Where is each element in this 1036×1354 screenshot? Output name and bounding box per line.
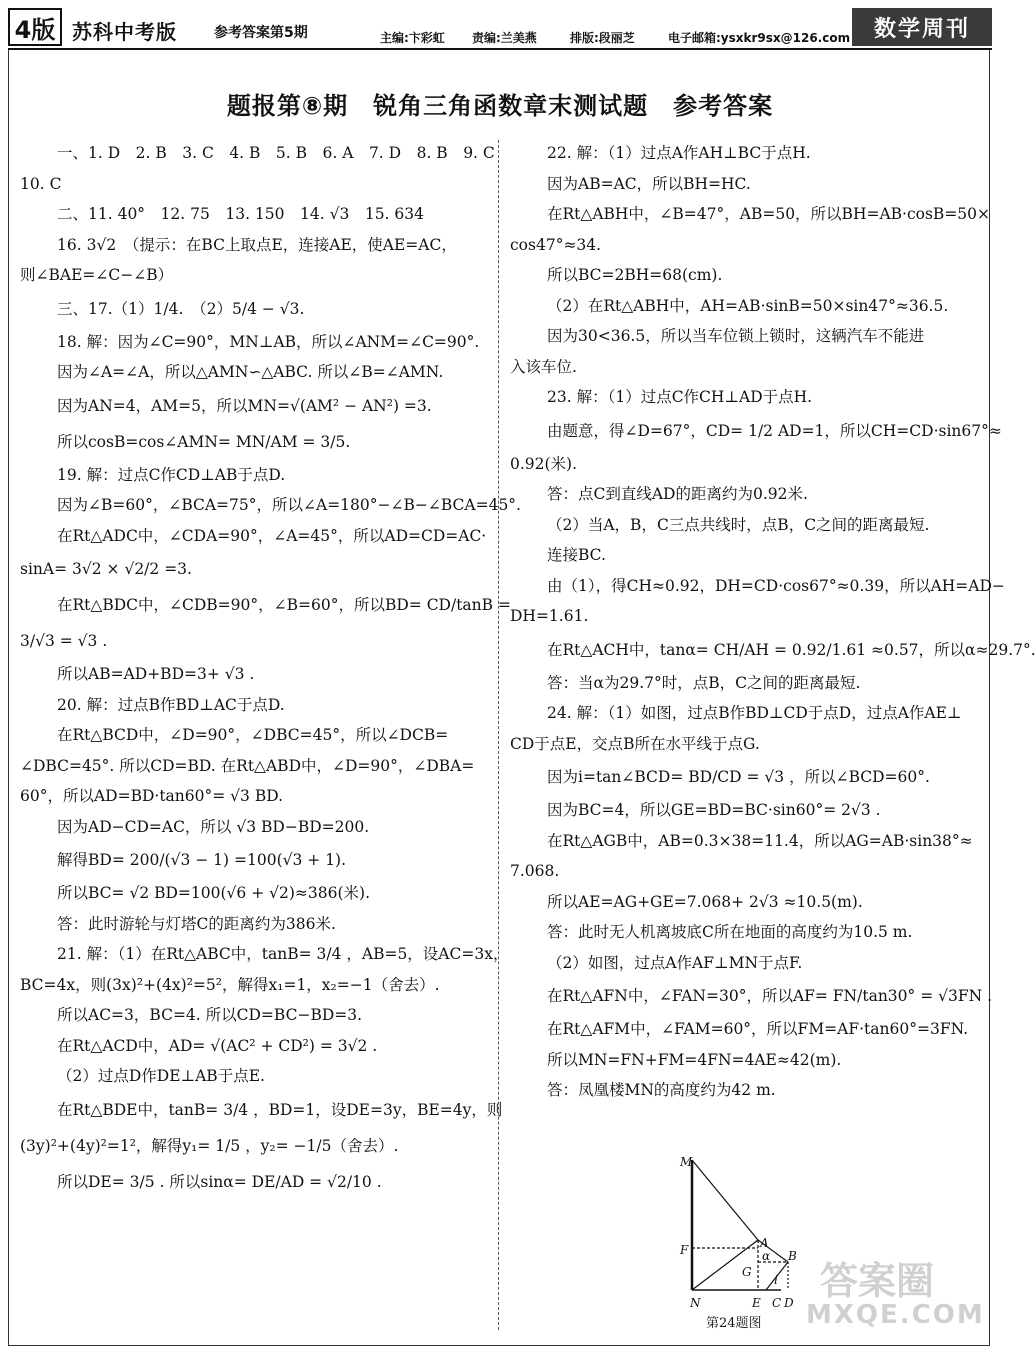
text-line: 二、11. 40° 12. 75 13. 150 14. √3 15. 634	[57, 205, 424, 223]
label-c: C	[772, 1296, 782, 1310]
label-b: B	[788, 1249, 797, 1263]
text-line: 所以AC=3，BC=4. 所以CD=BC−BD=3.	[57, 1006, 363, 1024]
figure-caption: 第24题图	[706, 1316, 762, 1331]
text-line: 答：当α为29.7°时，点B，C之间的距离最短.	[547, 673, 861, 692]
text-line: 在Rt△AFM中，∠FAM=60°，所以FM=AF·tan60°=3FN.	[547, 1020, 969, 1038]
text-line: 18. 解：因为∠C=90°，MN⊥AB，所以∠ANM=∠C=90°.	[57, 332, 480, 351]
watermark	[800, 1250, 990, 1340]
text-line: 所以BC=2BH=68(cm).	[547, 266, 723, 284]
label-f: F	[680, 1243, 689, 1257]
label-g: G	[742, 1265, 752, 1279]
label-e: E	[752, 1296, 761, 1310]
text-line: 所以DE= 3/5 . 所以sinα= DE/AD = √2/10 .	[57, 1172, 382, 1191]
text-line: 0.92(米).	[510, 454, 578, 473]
text-line: 因为AD−CD=AC，所以 √3 BD−BD=200.	[57, 817, 370, 836]
line-ma	[692, 1160, 758, 1240]
geometry-figure	[676, 1150, 806, 1336]
label-i: i	[774, 1273, 778, 1287]
text-line: 23. 解：（1）过点C作CH⊥AD于点H.	[547, 388, 813, 406]
text-line: 因为30<36.5，所以当车位锁上锁时，这辆汽车不能进	[547, 327, 925, 345]
label-m: M	[680, 1155, 693, 1169]
watermark-logo: 答案圈	[820, 1259, 935, 1303]
issue-label: 参考答案第5期	[214, 25, 308, 41]
edition-badge: 4版	[8, 8, 62, 46]
text-line: (3y)²+(4y)²=1²，解得y₁= 1/5 ，y₂= −1/5（舍去）.	[20, 1136, 399, 1155]
text-line: 在Rt△BDC中，∠CDB=90°，∠B=60°，所以BD= CD/tanB =	[57, 596, 511, 614]
text-line: 19. 解：过点C作CD⊥AB于点D.	[57, 465, 286, 484]
text-line: 因为∠B=60°，∠BCA=75°，所以∠A=180°−∠B−∠BCA=45°.	[57, 496, 521, 514]
text-line: BC=4x，则(3x)²+(4x)²=5²，解得x₁=1，x₂=−1（舍去）.	[20, 975, 440, 994]
text-line: 在Rt△BDE中，tanB= 3/4 ，BD=1，设DE=3y，BE=4y，则	[57, 1100, 503, 1119]
text-line: 在Rt△AGB中，AB=0.3×38=11.4，所以AG=AB·sin38°≈	[547, 831, 973, 850]
text-line: sinA= 3√2 × √2/2 =3.	[20, 560, 192, 578]
text-line: 因为AB=AC，所以BH=HC.	[547, 174, 751, 193]
email-credit: 电子邮箱:ysxkr9sx@126.com	[668, 31, 851, 45]
text-line: 由题意，得∠D=67°，CD= 1/2 AD=1，所以CH=CD·sin67°≈	[547, 421, 1002, 440]
text-line: 21. 解：（1）在Rt△ABC中，tanB= 3/4 ，AB=5，设AC=3x，	[57, 945, 509, 963]
label-a: A	[760, 1236, 769, 1250]
text-line: 在Rt△ACD中，AD= √(AC² + CD²) = 3√2 .	[57, 1036, 378, 1055]
text-line: DH=1.61.	[510, 607, 589, 625]
text-line: 在Rt△ADC中，∠CDA=90°，∠A=45°，所以AD=CD=AC·	[57, 526, 487, 545]
text-line: 24. 解：（1）如图，过点B作BD⊥CD于点D，过点A作AE⊥	[547, 704, 962, 722]
text-line: 因为∠A=∠A，所以△AMN∽△ABC. 所以∠B=∠AMN.	[57, 363, 444, 381]
text-line: 在Rt△BCD中，∠D=90°，∠DBC=45°，所以∠DCB=	[57, 726, 449, 744]
text-line: 22. 解：（1）过点A作AH⊥BC于点H.	[547, 144, 811, 162]
layout-editor-credit: 排版:段丽芝	[570, 31, 635, 45]
text-line: 连接BC.	[547, 546, 606, 564]
page-title: 题报第⑧期 锐角三角函数章末测试题 参考答案	[226, 92, 774, 120]
watermark-url: MXQE.COM	[806, 1300, 985, 1330]
text-line: 因为i=tan∠BCD= BD/CD = √3 ，所以∠BCD=60°.	[547, 768, 930, 786]
text-line: 3/√3 = √3 .	[20, 632, 108, 650]
text-line: 入该车位.	[510, 357, 577, 376]
text-line: 所以BC= √2 BD=100(√6 + √2)≈386(米).	[57, 884, 371, 902]
label-n: N	[690, 1296, 701, 1310]
text-line: cos47°≈34.	[510, 235, 602, 254]
text-line: 在Rt△ABH中，∠B=47°，AB=50，所以BH=AB·cosB=50×	[547, 205, 991, 223]
text-line: 所以cosB=cos∠AMN= MN/AM = 3/5.	[57, 432, 351, 451]
text-line: 解得BD= 200/(√3 − 1) =100(√3 + 1).	[57, 851, 347, 869]
text-line: 三、17.（1）1/4. （2）5/4 − √3.	[57, 299, 305, 318]
text-line: 答：点C到直线AD的距离约为0.92米.	[547, 485, 808, 503]
text-line: （2）当A，B，C三点共线时，点B，C之间的距离最短.	[547, 515, 930, 534]
newspaper-name: 苏科中考版	[72, 20, 177, 44]
text-line: 则∠BAE=∠C−∠B）	[20, 266, 174, 284]
text-line: 在Rt△ACH中，tanα= CH/AH = 0.92/1.61 ≈0.57，所以α≈29.7°.	[547, 640, 1036, 659]
text-line: CD于点E，交点B所在水平线于点G.	[510, 734, 760, 753]
text-line: 所以AE=AG+GE=7.068+ 2√3 ≈10.5(m).	[547, 892, 863, 911]
text-line: 所以MN=FN+FM=4FN=4AE≈42(m).	[547, 1050, 842, 1069]
text-line: 因为BC=4，所以GE=BD=BC·sin60°= 2√3 .	[547, 801, 881, 819]
text-line: 7.068.	[510, 862, 560, 880]
text-line: 所以AB=AD+BD=3+ √3 .	[57, 665, 255, 683]
left-column	[20, 138, 521, 1200]
text-line: 答：凤凰楼MN的高度约为42 m.	[547, 1081, 776, 1099]
text-line: ∠DBC=45°. 所以CD=BD. 在Rt△ABD中，∠D=90°，∠DBA=	[20, 756, 475, 775]
text-line: （2）在Rt△ABH中，AH=AB·sinB=50×sin47°≈36.5.	[547, 296, 949, 315]
column-divider	[498, 140, 499, 1330]
editor-credit: 主编:卞彩虹	[380, 31, 445, 45]
text-line: 由（1），得CH≈0.92，DH=CD·cos67°≈0.39，所以AH=AD−	[547, 576, 1005, 595]
text-line: 答：此时游轮与灯塔C的距离约为386米.	[57, 914, 336, 933]
text-line: 答：此时无人机离坡底C所在地面的高度约为10.5 m.	[547, 923, 913, 941]
right-column	[510, 138, 1036, 1106]
label-d: D	[784, 1296, 794, 1310]
text-line: 一、1. D 2. B 3. C 4. B 5. B 6. A 7. D 8. B 9. C	[57, 144, 495, 162]
text-line: 因为AN=4，AM=5，所以MN=√(AM² − AN²) =3.	[57, 396, 432, 415]
brand-logo: 数学周刊	[852, 8, 992, 46]
label-alpha: α	[762, 1249, 771, 1263]
text-line: 60°，所以AD=BD·tan60°= √3 BD.	[20, 787, 284, 805]
text-line: 在Rt△AFN中，∠FAN=30°，所以AF= FN/tan30° = √3FN .	[547, 987, 993, 1005]
duty-editor-credit: 责编:兰美燕	[472, 31, 537, 45]
text-line: （2）过点D作DE⊥AB于点E.	[57, 1067, 265, 1085]
text-line: （2）如图，过点A作AF⊥MN于点F.	[547, 953, 803, 972]
text-line: 20. 解：过点B作BD⊥AC于点D.	[57, 695, 285, 714]
text-line: 10. C	[20, 174, 62, 193]
newspaper-header	[8, 8, 992, 48]
text-line: 16. 3√2 （提示：在BC上取点E，连接AE，使AE=AC，	[57, 235, 457, 254]
